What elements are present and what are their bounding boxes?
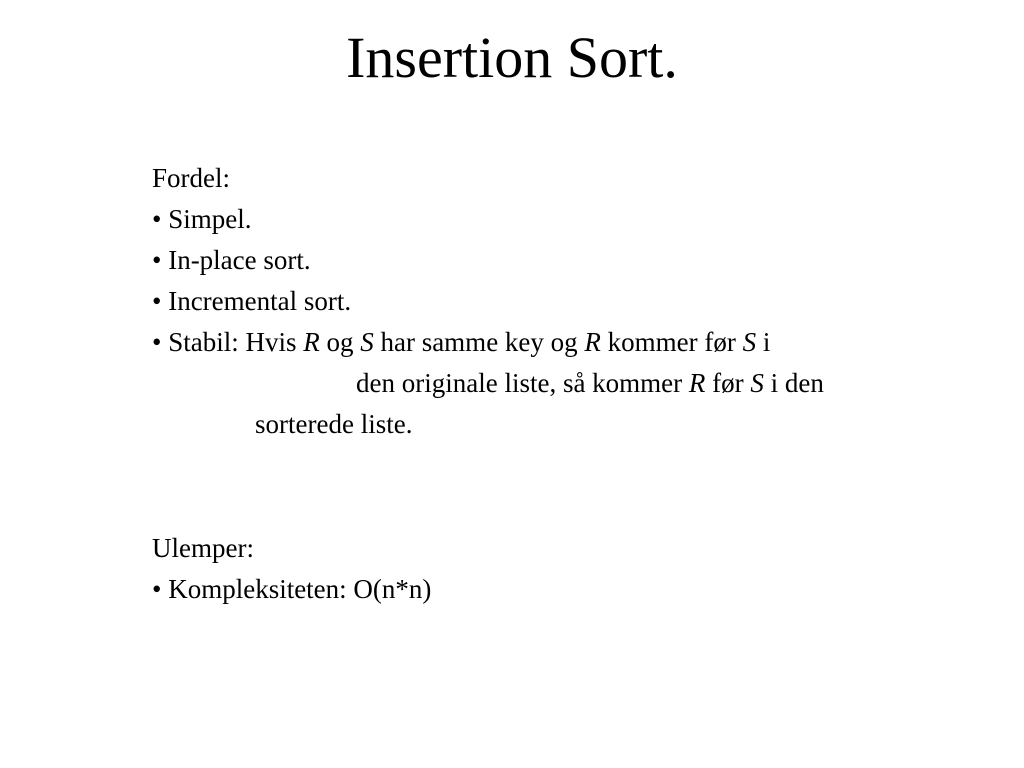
record-s: S: [360, 327, 374, 357]
stabil-line2-start: den originale liste, så kommer: [356, 368, 683, 398]
list-item-text: Kompleksiteten: O(n*n): [168, 574, 432, 604]
fordel-item-incremental: [152, 281, 351, 322]
bullet: •: [152, 245, 162, 275]
list-item-text: Simpel.: [168, 204, 252, 234]
ulemper-item-kompleksitet: [152, 569, 431, 610]
stabil-i-den: i den: [770, 368, 824, 398]
list-item-text: Incremental sort.: [168, 286, 352, 316]
stabil-prefix: Stabil: Hvis: [168, 327, 297, 357]
bullet: •: [152, 327, 162, 357]
record-s: S: [742, 327, 757, 357]
stabil-for: før: [712, 368, 744, 398]
fordel-item-simpel: [152, 199, 251, 240]
fordel-item-stabil: [152, 322, 770, 363]
stabil-mid: har samme key og: [380, 327, 578, 357]
bullet: •: [152, 286, 162, 316]
bullet: •: [152, 574, 162, 604]
stabil-i: i: [762, 327, 771, 357]
record-r: R: [584, 327, 601, 357]
list-item-text: In-place sort.: [168, 245, 311, 275]
record-r: R: [303, 327, 320, 357]
stabil-og: og: [326, 327, 354, 357]
slide-title: Insertion Sort.: [346, 25, 678, 90]
fordel-item-in-place: [152, 240, 311, 281]
stabil-continuation-2: sorterede liste.: [255, 409, 413, 439]
bullet: •: [152, 204, 162, 234]
stabil-continuation-1: [356, 363, 824, 404]
ulemper-heading: Ulemper:: [152, 533, 254, 563]
record-s: S: [750, 368, 764, 398]
stabil-kommer-for: kommer før: [607, 327, 736, 357]
record-r: R: [688, 368, 706, 398]
fordel-heading: Fordel:: [152, 163, 230, 193]
